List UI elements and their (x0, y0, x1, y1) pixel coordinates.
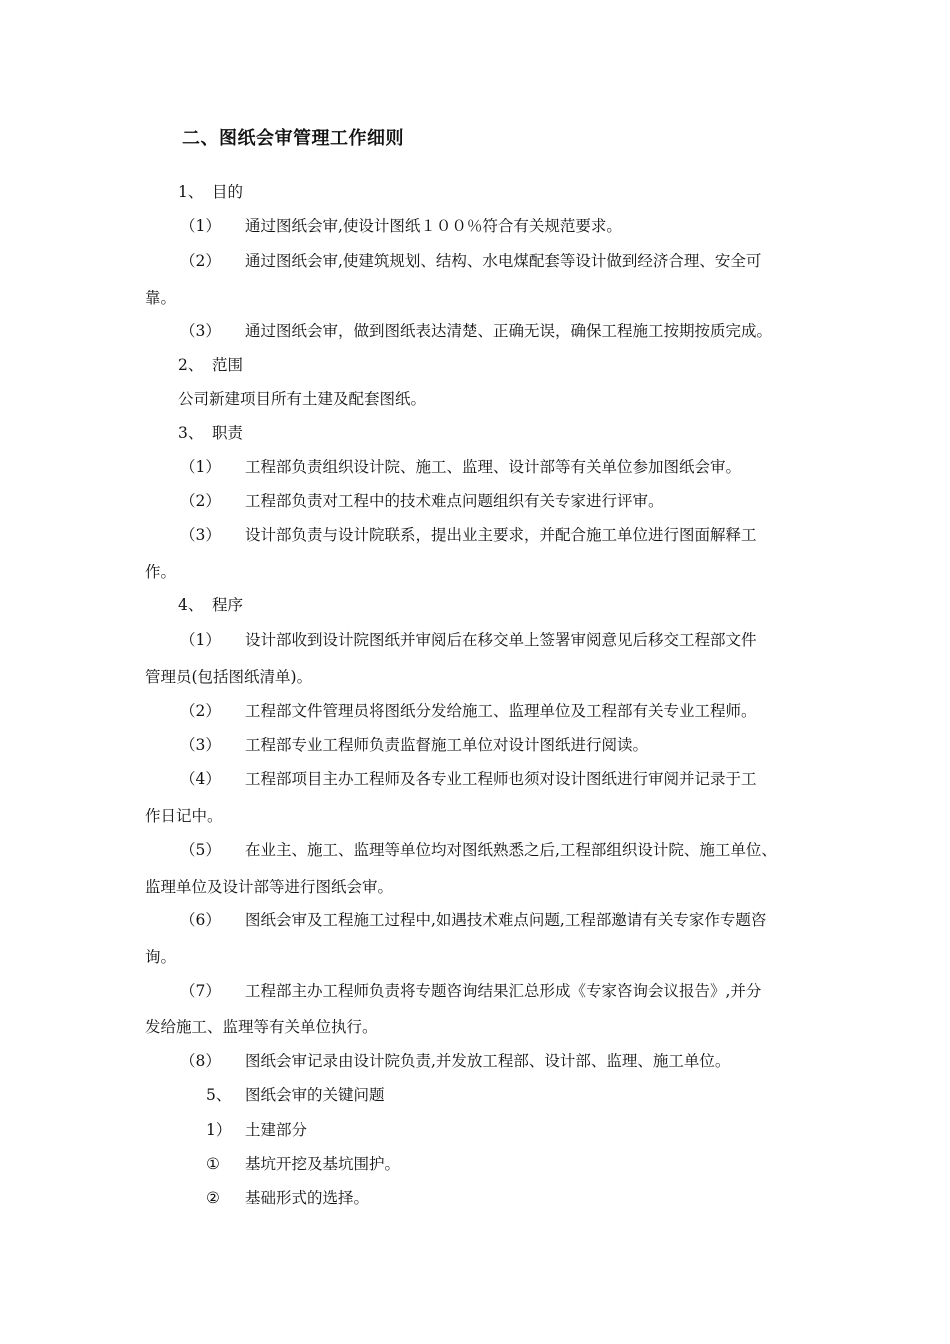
item-number: （2） (180, 252, 221, 270)
item-text: 通过图纸会审,使建筑规划、结构、水电煤配套等设计做到经济合理、安全可 (245, 252, 762, 270)
item-number: （2） (180, 492, 221, 510)
section-number: 1、 (178, 183, 204, 201)
section-label: 图纸会审的关键问题 (245, 1086, 385, 1104)
item-text: 工程部主办工程师负责将专题咨询结果汇总形成《专家咨询会议报告》,并分 (245, 982, 762, 1000)
item-number: 1） (206, 1121, 232, 1139)
item-text: 设计部收到设计院图纸并审阅后在移交单上签署审阅意见后移交工程部文件 (245, 631, 757, 649)
item-text: 设计部负责与设计院联系，提出业主要求，并配合施工单位进行图面解释工 (245, 526, 757, 544)
item-text-continued: 发给施工、监理等有关单位执行。 (145, 1018, 378, 1036)
item-text-continued: 询。 (145, 948, 177, 966)
item-text: 通过图纸会审,使设计图纸１００％符合有关规范要求。 (245, 217, 622, 235)
section-number: 5、 (206, 1086, 232, 1104)
item-number: （2） (180, 702, 221, 720)
item-text-continued: 管理员(包括图纸清单)。 (145, 668, 313, 686)
item-text: 工程部负责组织设计院、施工、监理、设计部等有关单位参加图纸会审。 (245, 458, 742, 476)
item-number: （7） (180, 982, 221, 1000)
item-text-continued: 靠。 (145, 289, 177, 307)
item-text-continued: 作日记中。 (145, 807, 223, 825)
item-number: （6） (180, 911, 221, 929)
section-label: 职责 (212, 424, 244, 442)
item-text: 在业主、施工、监理等单位均对图纸熟悉之后,工程部组织设计院、施工单位、 (245, 841, 777, 859)
item-text: 通过图纸会审，做到图纸表达清楚、正确无误，确保工程施工按期按质完成。 (245, 322, 773, 340)
item-number: （3） (180, 736, 221, 754)
item-number: ② (206, 1189, 220, 1207)
document-title: 二、图纸会审管理工作细则 (182, 128, 404, 149)
paragraph-text: 公司新建项目所有土建及配套图纸。 (178, 390, 427, 408)
section-number: 2、 (178, 356, 204, 374)
item-number: （8） (180, 1052, 221, 1070)
item-number: （3） (180, 526, 221, 544)
item-number: （1） (180, 631, 221, 649)
item-text-continued: 监理单位及设计部等进行图纸会审。 (145, 878, 394, 896)
item-number: （4） (180, 770, 221, 788)
section-number: 4、 (178, 596, 204, 614)
item-text: 基坑开挖及基坑围护。 (245, 1155, 401, 1173)
item-text: 工程部专业工程师负责监督施工单位对设计图纸进行阅读。 (245, 736, 649, 754)
item-text: 工程部负责对工程中的技术难点问题组织有关专家进行评审。 (245, 492, 664, 510)
section-label: 程序 (212, 596, 244, 614)
item-number: （3） (180, 322, 221, 340)
section-label: 范围 (212, 356, 244, 374)
item-number: （1） (180, 458, 221, 476)
section-label: 目的 (212, 183, 244, 201)
item-text: 土建部分 (245, 1121, 308, 1139)
item-number: ① (206, 1155, 220, 1173)
section-number: 3、 (178, 424, 204, 442)
item-text: 图纸会审记录由设计院负责,并发放工程部、设计部、监理、施工单位。 (245, 1052, 731, 1070)
item-text: 图纸会审及工程施工过程中,如遇技术难点问题,工程部邀请有关专家作专题咨 (245, 911, 767, 929)
item-number: （5） (180, 841, 221, 859)
item-text-continued: 作。 (145, 563, 177, 581)
item-number: （1） (180, 217, 221, 235)
item-text: 基础形式的选择。 (245, 1189, 370, 1207)
item-text: 工程部项目主办工程师及各专业工程师也须对设计图纸进行审阅并记录于工 (245, 770, 757, 788)
item-text: 工程部文件管理员将图纸分发给施工、监理单位及工程部有关专业工程师。 (245, 702, 757, 720)
